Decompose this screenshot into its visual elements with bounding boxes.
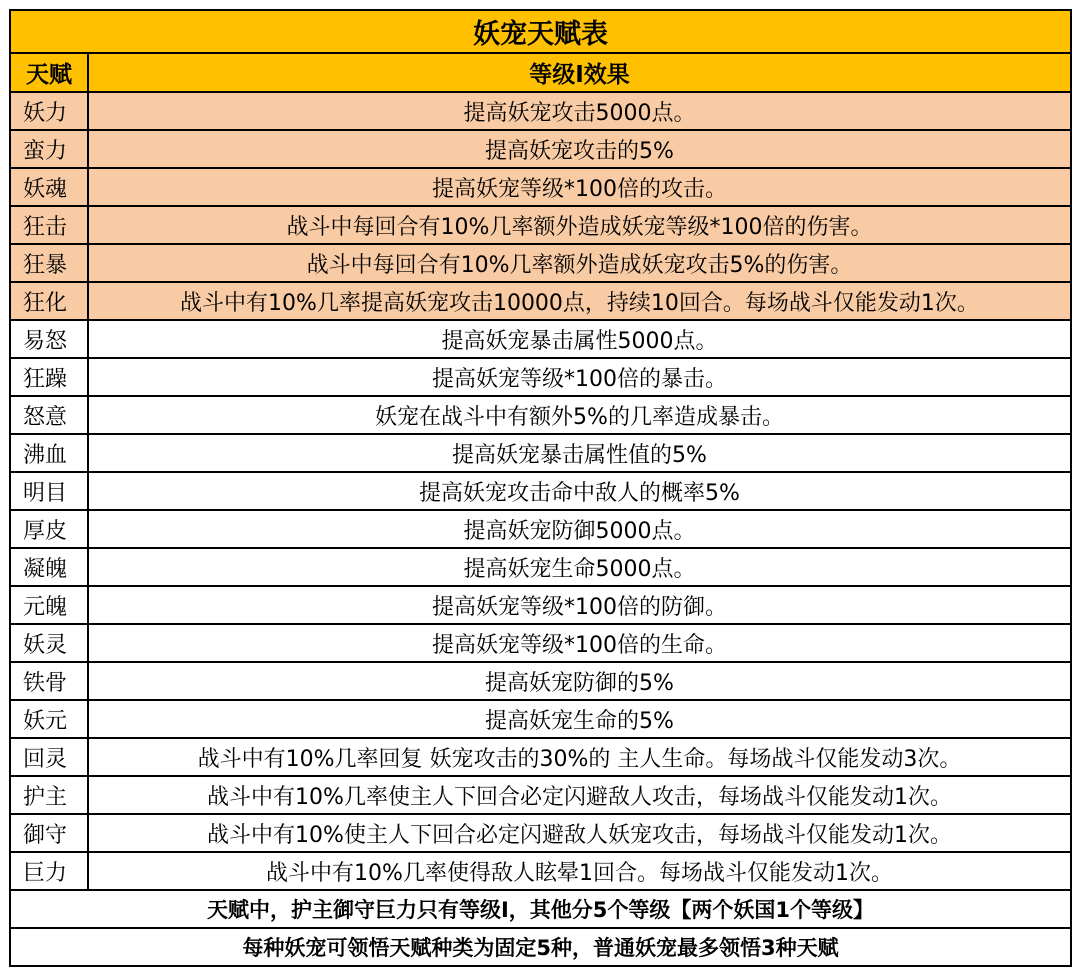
talent-name-cell: 妖魂 <box>10 168 88 206</box>
talent-effect-cell: 战斗中有10%使主人下回合必定闪避敌人妖宠攻击，每场战斗仅能发动1次。 <box>88 814 1071 852</box>
talent-effect-cell: 战斗中每回合有10%几率额外造成妖宠攻击5%的伤害。 <box>88 244 1071 282</box>
table-row <box>10 130 1071 168</box>
talent-name-cell: 凝魄 <box>10 548 88 586</box>
talent-name-cell: 沸血 <box>10 434 88 472</box>
talent-effect-cell: 战斗中每回合有10%几率额外造成妖宠等级*100倍的伤害。 <box>88 206 1071 244</box>
talent-name-cell: 妖力 <box>10 92 88 130</box>
title-row <box>10 10 1071 53</box>
talent-name-cell: 回灵 <box>10 738 88 776</box>
talent-effect-cell: 提高妖宠防御的5% <box>88 662 1071 700</box>
talent-name-cell: 狂化 <box>10 282 88 320</box>
table-row <box>10 244 1071 282</box>
talent-name-cell: 狂暴 <box>10 244 88 282</box>
column-header-talent: 天赋 <box>10 53 88 92</box>
talent-effect-cell: 提高妖宠等级*100倍的暴击。 <box>88 358 1071 396</box>
talent-name-cell: 易怒 <box>10 320 88 358</box>
talent-name-cell: 铁骨 <box>10 662 88 700</box>
table-row <box>10 282 1071 320</box>
table-row <box>10 434 1071 472</box>
talent-table <box>9 9 1072 967</box>
table-row <box>10 776 1071 814</box>
talent-name-cell: 护主 <box>10 776 88 814</box>
talent-effect-cell: 提高妖宠生命的5% <box>88 700 1071 738</box>
table-row <box>10 662 1071 700</box>
talent-effect-cell: 提高妖宠攻击5000点。 <box>88 92 1071 130</box>
column-header-effect: 等级I效果 <box>88 53 1071 92</box>
table-row <box>10 738 1071 776</box>
table-row <box>10 396 1071 434</box>
footnote-row <box>10 928 1071 966</box>
talent-effect-cell: 提高妖宠攻击命中敌人的概率5% <box>88 472 1071 510</box>
talent-effect-cell: 战斗中有10%几率使主人下回合必定闪避敌人攻击，每场战斗仅能发动1次。 <box>88 776 1071 814</box>
table-row <box>10 320 1071 358</box>
talent-name-cell: 妖元 <box>10 700 88 738</box>
table-row <box>10 624 1071 662</box>
footnote-row <box>10 890 1071 928</box>
talent-effect-cell: 提高妖宠等级*100倍的攻击。 <box>88 168 1071 206</box>
talent-name-cell: 妖灵 <box>10 624 88 662</box>
table-row <box>10 814 1071 852</box>
table-row <box>10 548 1071 586</box>
talent-name-cell: 元魄 <box>10 586 88 624</box>
table-row <box>10 510 1071 548</box>
talent-effect-cell: 提高妖宠等级*100倍的防御。 <box>88 586 1071 624</box>
talent-name-cell: 蛮力 <box>10 130 88 168</box>
footnote-text: 天赋中，护主御守巨力只有等级I，其他分5个等级【两个妖国1个等级】 <box>10 890 1071 928</box>
table-row <box>10 206 1071 244</box>
table-row <box>10 358 1071 396</box>
talent-table-container <box>9 9 1070 967</box>
talent-effect-cell: 提高妖宠等级*100倍的生命。 <box>88 624 1071 662</box>
talent-name-cell: 巨力 <box>10 852 88 890</box>
talent-effect-cell: 战斗中有10%几率提高妖宠攻击10000点，持续10回合。每场战斗仅能发动1次。 <box>88 282 1071 320</box>
table-title: 妖宠天赋表 <box>10 10 1071 53</box>
table-row <box>10 92 1071 130</box>
talent-name-cell: 厚皮 <box>10 510 88 548</box>
talent-effect-cell: 提高妖宠暴击属性值的5% <box>88 434 1071 472</box>
talent-effect-cell: 战斗中有10%几率使得敌人眩晕1回合。每场战斗仅能发动1次。 <box>88 852 1071 890</box>
table-row <box>10 168 1071 206</box>
talent-effect-cell: 提高妖宠生命5000点。 <box>88 548 1071 586</box>
table-row <box>10 586 1071 624</box>
talent-effect-cell: 提高妖宠防御5000点。 <box>88 510 1071 548</box>
talent-effect-cell: 妖宠在战斗中有额外5%的几率造成暴击。 <box>88 396 1071 434</box>
talent-name-cell: 御守 <box>10 814 88 852</box>
talent-effect-cell: 提高妖宠暴击属性5000点。 <box>88 320 1071 358</box>
talent-name-cell: 狂击 <box>10 206 88 244</box>
table-row <box>10 700 1071 738</box>
talent-name-cell: 怒意 <box>10 396 88 434</box>
talent-effect-cell: 提高妖宠攻击的5% <box>88 130 1071 168</box>
header-row <box>10 53 1071 92</box>
talent-name-cell: 狂躁 <box>10 358 88 396</box>
talent-effect-cell: 战斗中有10%几率回复 妖宠攻击的30%的 主人生命。每场战斗仅能发动3次。 <box>88 738 1071 776</box>
footnote-text: 每种妖宠可领悟天赋种类为固定5种，普通妖宠最多领悟3种天赋 <box>10 928 1071 966</box>
table-row <box>10 852 1071 890</box>
table-row <box>10 472 1071 510</box>
talent-name-cell: 明目 <box>10 472 88 510</box>
